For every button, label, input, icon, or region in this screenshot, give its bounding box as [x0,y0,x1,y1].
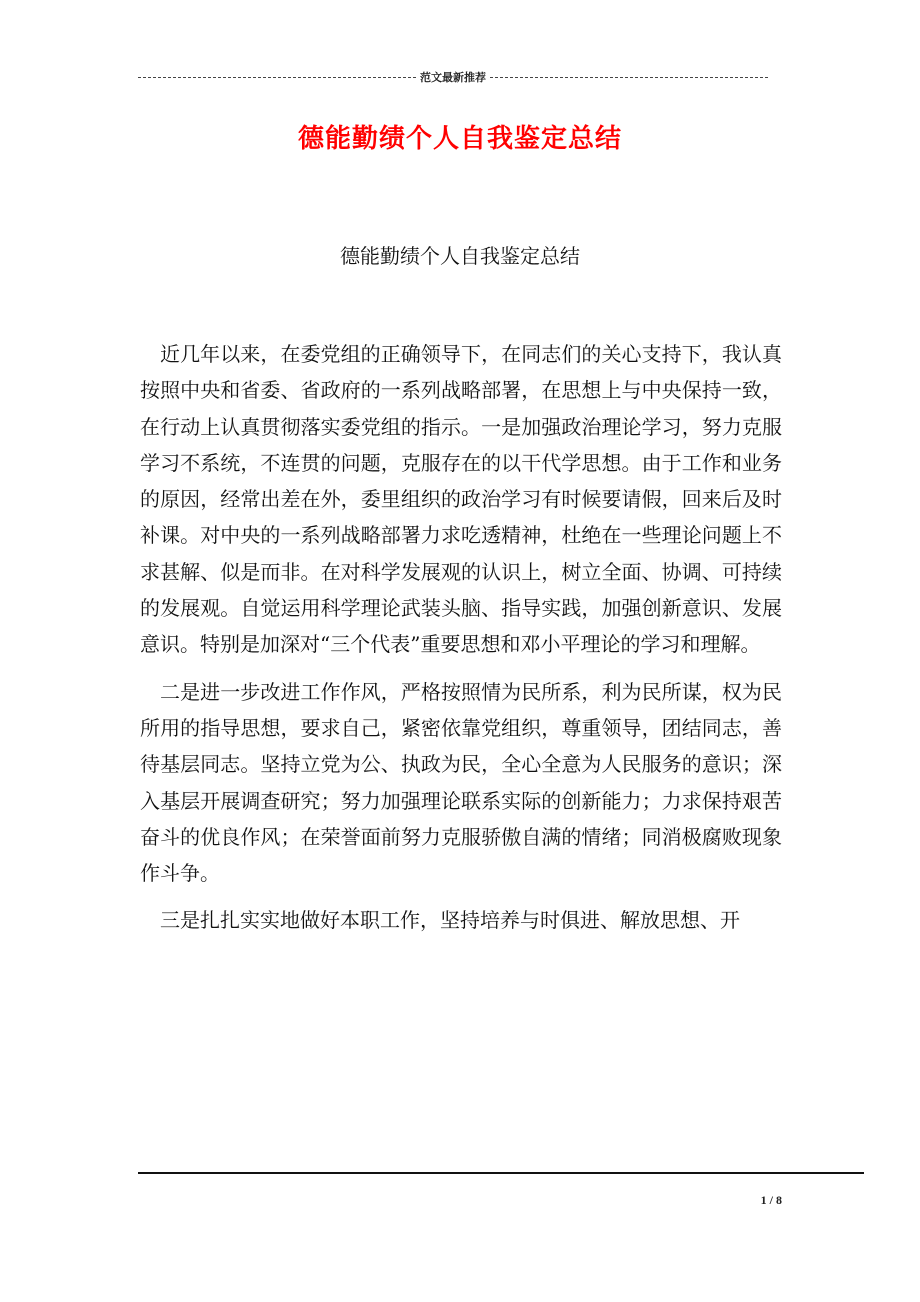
paragraph-3: 三是扎扎实实地做好本职工作，坚持培养与时俱进、解放思想、开 [160,908,740,933]
document-title: 德能勤绩个人自我鉴定总结 [297,124,622,154]
header-label: 范文最新推荐 [420,71,486,84]
document-body [140,336,782,939]
document-subtitle: 德能勤绩个人自我鉴定总结 [340,244,580,268]
page-header [138,68,768,86]
footer-rule [138,1172,864,1174]
header-dash-right [490,77,768,78]
paragraph-1: 近几年以来，在委党组的正确领导下，在同志们的关心支持下，我认真按照中央和省委、省政府的一系列战略部署，在思想上与中央保持一致，在行动上认真贯彻落实委党组的指示。一是加强政治理论学习，努力克服学习不系统，不连贯的问题，克服存在的以干代学思想。由于工作和业务的原因，经常出差在外，委里组织的政治学习有时候要请假，回来后及时补课。对中央的一系列战略部署力求吃透精神，杜绝在一些理论问题上不求甚解、似是而非。在对科学发展观的认识上，树立全面、协调、可持续的发展观。自觉运用科学理论武装头脑、指导实践，加强创新意识、发展意识。特别是加深对“三个代表”重要思想和邓小平理论的学习和理解。 [140,342,782,657]
page-number: 1 / 8 [760,1193,782,1207]
header-dash-left [138,77,416,78]
paragraph-2: 二是进一步改进工作作风，严格按照情为民所系，利为民所谋，权为民所用的指导思想，要求自己，紧密依靠党组织，尊重领导，团结同志，善待基层同志。坚持立党为公、执政为民，全心全意为人民服务的意识；深入基层开展调查研究；努力加强理论联系实际的创新能力；力求保持艰苦奋斗的优良作风；在荣誉面前努力克服骄傲自满的情绪；同消极腐败现象作斗争。 [140,679,782,886]
